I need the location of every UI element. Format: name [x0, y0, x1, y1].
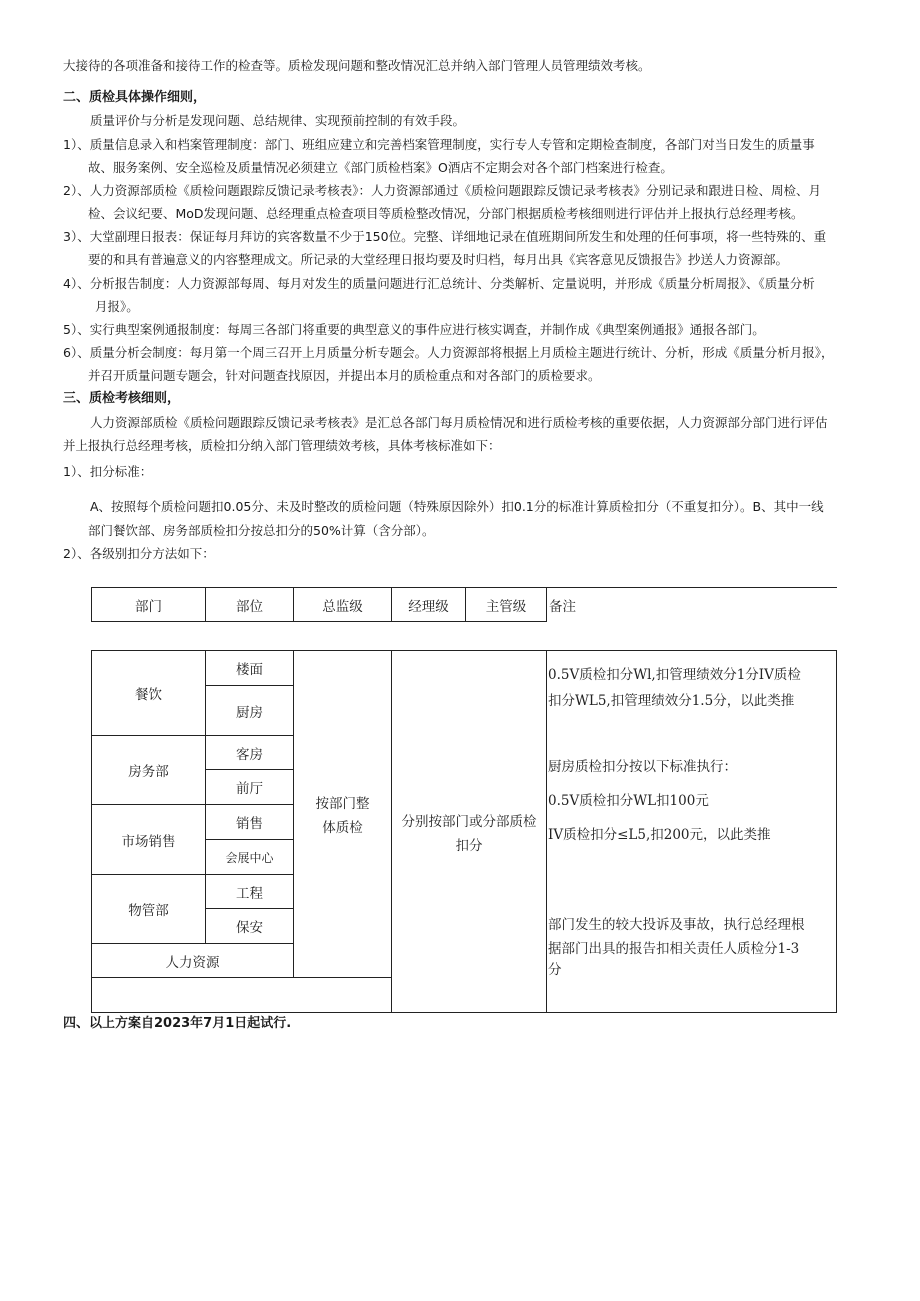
section3-std2: 部门餐饮部、房务部质检扣分按总扣分的50%计算（含分部）。: [88, 523, 435, 538]
header-supervisor: 主管级: [466, 588, 547, 622]
s2-item1-line1: 1）、质量信息录入和档案管理制度：部门、班组应建立和完善档案管理制度，实行专人专管和定期检查制度，各部门对当日发生的质量事: [63, 137, 815, 152]
section3-std1: A、按照每个质检问题扣0.05分、未及时整改的质检问题（特殊原因除外）扣0.1分的标准计算质检扣分（不重复扣分）。B、其中一线: [90, 499, 824, 514]
header-dept: 部门: [92, 588, 206, 622]
header-table: [91, 587, 837, 622]
part-floor: 楼面: [206, 651, 294, 686]
section3-sub2: 2）、各级别扣分方法如下：: [63, 546, 215, 561]
header-part: 部位: [206, 588, 294, 622]
director-line1: 按部门整: [315, 796, 370, 812]
section3-intro2: 并上报执行总经理考核，质检扣分纳入部门管理绩效考核，具体考核标准如下：: [63, 438, 501, 453]
section3-intro1: 人力资源部质检《质检问题跟踪反馈记录考核表》是汇总各部门每月质检情况和进行质检考核的重要依据，人力资源部分部门进行评估: [90, 415, 828, 430]
note-line8: 分: [548, 962, 562, 978]
section3-heading: 三、质检考核细则，: [63, 391, 181, 406]
part-security: 保安: [206, 909, 294, 944]
empty-cell: [92, 978, 392, 1013]
s2-item2-line2: 检、会议纪要、MoD发现问题、总经理重点检查项目等质检整改情况，分部门根据质检考核细则进行评估并上报执行总经理考核。: [88, 206, 804, 221]
dept-rooms: 房务部: [92, 736, 206, 805]
section4-text: 四、以上方案自2023年7月1日起试行.: [63, 1016, 292, 1031]
part-guestroom: 客房: [206, 736, 294, 770]
notes-cell: [547, 651, 837, 1013]
s2-item4-line1: 4）、分析报告制度：人力资源部每周、每月对发生的质量问题进行汇总统计、分类解析、定量说明，并形成《质量分析周报》、《质量分析: [63, 276, 815, 291]
dept-property: 物管部: [92, 875, 206, 944]
header-manager: 经理级: [392, 588, 466, 622]
table-row: [92, 651, 837, 686]
part-convention: 会展中心: [206, 840, 294, 875]
intro-tail-text: 大接待的各项准备和接待工作的检查等。质检发现问题和整改情况汇总并纳入部门管理人员管理绩效考核。: [63, 58, 651, 73]
note-line4: 0.5V质检扣分WL扣100元: [548, 793, 709, 809]
header-notes: 备注: [547, 588, 837, 622]
s2-item1-line2: 故、服务案例、安全巡检及质量情况必须建立《部门质检档案》O酒店不定期会对各个部门档案进行检查。: [88, 160, 673, 175]
section2-intro: 质量评价与分析是发现问题、总结规律、实现预前控制的有效手段。: [90, 113, 466, 128]
s2-item2-line1: 2）、人力资源部质检《质检问题跟踪反馈记录考核表》：人力资源部通过《质检问题跟踪反馈记录考核表》分别记录和跟进日检、周检、月: [63, 183, 821, 198]
note-line6: 部门发生的较大投诉及事故，执行总经理根: [548, 917, 805, 933]
note-line7: 据部门出具的报告扣相关责任人质检分1-3: [548, 941, 800, 957]
note-line2: 扣分WL5,扣管理绩效分1.5分，以此类推: [548, 693, 795, 709]
manager-cell: [392, 651, 547, 1013]
note-line3: 厨房质检扣分按以下标准执行：: [548, 759, 737, 775]
note-line1: 0.5V质检扣分Wl,扣管理绩效分1分IV质检: [548, 667, 801, 683]
deduction-table: [91, 650, 837, 1013]
s2-item5-line1: 5）、实行典型案例通报制度：每周三各部门将重要的典型意义的事件应进行核实调查，并制作成《典型案例通报》通报各部门。: [63, 322, 765, 337]
dept-sales: 市场销售: [92, 805, 206, 875]
s2-item3-line1: 3）、大堂副理日报表：保证每月拜访的宾客数量不少于150位。完整、详细地记录在值班期间所发生和处理的任何事项，将一些特殊的、重: [63, 229, 827, 244]
s2-item4-line2: 月报》。: [95, 299, 139, 314]
s2-item6-line2: 并召开质量问题专题会，针对问题查找原因，并提出本月的质检重点和对各部门的质检要求。: [88, 368, 601, 383]
dept-hr: 人力资源: [92, 944, 294, 978]
director-cell: [294, 651, 392, 978]
section3-sub1: 1）、扣分标准：: [63, 464, 153, 479]
manager-line2: 扣分: [455, 837, 483, 854]
s2-item3-line2: 要的和具有普遍意义的内容整理成文。所记录的大堂经理日报均要及时归档，每月出具《宾客意见反馈报告》抄送人力资源部。: [88, 252, 789, 267]
section2-heading: 二、质检具体操作细则，: [63, 90, 207, 105]
s2-item6-line1: 6）、质量分析会制度：每月第一个周三召开上月质量分析专题会。人力资源部将根据上月质检主题进行统计、分析，形成《质量分析月报》，: [63, 345, 834, 360]
header-director: 总监级: [294, 588, 392, 622]
part-kitchen: 厨房: [206, 686, 294, 736]
dept-fb: 餐饮: [92, 651, 206, 736]
manager-line1: 分别按部门或分部质检: [401, 813, 537, 830]
header-row: [92, 588, 837, 622]
part-frontdesk: 前厅: [206, 770, 294, 805]
part-sales: 销售: [206, 805, 294, 840]
part-engineering: 工程: [206, 875, 294, 909]
director-line2: 体质检: [322, 820, 363, 836]
note-line5: IV质检扣分≤L5,扣200元，以此类推: [548, 827, 771, 843]
